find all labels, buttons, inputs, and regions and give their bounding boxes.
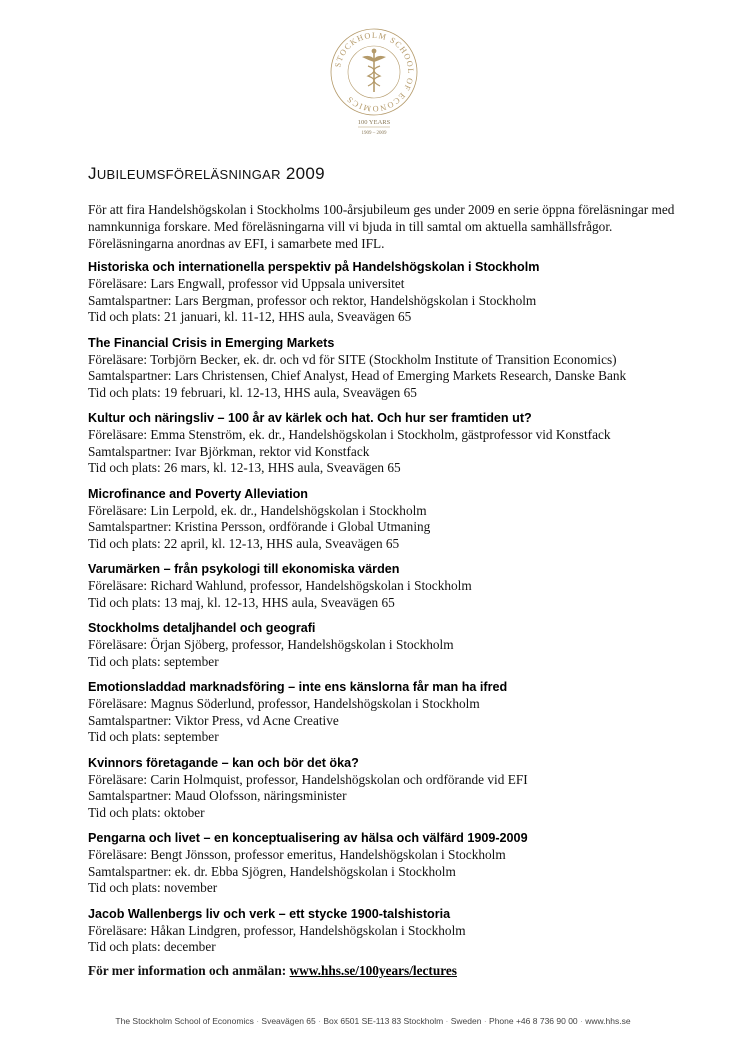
lecture-title: Historiska och internationella perspektiv på Handelshögskolan i Stockholm	[88, 260, 540, 274]
lecture-title: Kultur och näringsliv – 100 år av kärlek och hat. Och hur ser framtiden ut?	[88, 411, 532, 425]
footer-separator: ·	[577, 1016, 586, 1026]
footer-item[interactable]: www.hhs.se	[585, 1016, 631, 1026]
lecture-detail: Föreläsare: Lin Lerpold, ek. dr., Handelshögskolan i Stockholm	[88, 502, 427, 518]
svg-text:1909 – 2009: 1909 – 2009	[361, 131, 387, 136]
lecture-detail: Samtalspartner: Lars Bergman, professor och rektor, Handelshögskolan i Stockholm	[88, 292, 537, 308]
lecture-detail: Föreläsare: Magnus Söderlund, professor, Handelshögskolan i Stockholm	[88, 696, 480, 711]
svg-text:100 YEARS: 100 YEARS	[357, 119, 391, 126]
lecture-item	[88, 410, 728, 477]
lecture-detail: Tid och plats: december	[88, 939, 216, 954]
lecture-detail: Tid och plats: september	[88, 653, 219, 669]
footer-item: The Stockholm School of Economics	[115, 1016, 254, 1026]
lecture-detail: Föreläsare: Carin Holmquist, professor, Handelshögskolan och ordförande vid EFI	[88, 771, 528, 787]
page-footer	[0, 1016, 746, 1026]
footer-item: Sweden	[450, 1016, 482, 1026]
footer-separator: ·	[481, 1016, 490, 1026]
lecture-detail: Samtalspartner: Kristina Persson, ordförande i Global Utmaning	[88, 519, 431, 534]
footer-item: Box 6501 SE-113 83 Stockholm	[323, 1016, 444, 1026]
lecture-detail: Samtalspartner: Lars Christensen, Chief Analyst, Head of Emerging Markets Research, Danske Bank	[88, 368, 627, 383]
lecture-title: Kvinnors företagande – kan och bör det öka?	[88, 755, 359, 770]
footer-separator: ·	[443, 1016, 451, 1026]
lecture-detail: Föreläsare: Håkan Lindgren, professor, Handelshögskolan i Stockholm	[88, 922, 466, 938]
lecture-detail: Tid och plats: 21 januari, kl. 11-12, HHS aula, Sveavägen 65	[88, 309, 412, 324]
lecture-title: Microfinance and Poverty Alleviation	[88, 486, 308, 501]
lecture-item	[88, 335, 728, 402]
lecture-detail: Samtalspartner: ek. dr. Ebba Sjögren, Handelshögskolan i Stockholm	[88, 863, 456, 879]
lecture-detail: Tid och plats: 13 maj, kl. 12-13, HHS aula, Sveavägen 65	[88, 594, 395, 610]
lecture-detail: Samtalspartner: Ivar Björkman, rektor vid Konstfack	[88, 443, 370, 459]
lecture-title: Pengarna och livet – en konceptualisering av hälsa och välfärd 1909-2009	[88, 831, 528, 845]
lecture-title: The Financial Crisis in Emerging Markets	[88, 335, 335, 350]
lecture-item	[88, 486, 728, 553]
intro-text: För att fira Handelshögskolan i Stockholms 100-årsjubileum ges under 2009 en serie öppna föreläsningar med namnkunniga forskare. Med föreläsningarna vill vi bjuda in till samtal om aktuella samhällsfrågor. Föreläsningarna anordnas av EFI, i samarbete med IFL.	[88, 202, 675, 251]
lecture-detail: Samtalspartner: Maud Olofsson, näringsminister	[88, 788, 347, 803]
lecture-detail: Tid och plats: september	[88, 729, 219, 744]
lecture-detail: Föreläsare: Torbjörn Becker, ek. dr. och vd för SITE (Stockholm Institute of Transition Economics)	[88, 351, 617, 367]
lecture-title: Stockholms detaljhandel och geografi	[88, 621, 316, 635]
title-initial: J	[88, 164, 97, 183]
lecture-detail: Samtalspartner: Viktor Press, vd Acne Creative	[88, 712, 339, 728]
lecture-list	[88, 259, 728, 965]
lecture-detail: Föreläsare: Emma Stenström, ek. dr., Handelshögskolan i Stockholm, gästprofessor vid Konstfack	[88, 427, 611, 442]
lecture-title: Emotionsladdad marknadsföring – inte ens känslorna får man ha ifred	[88, 680, 508, 694]
intro-paragraph	[88, 201, 688, 252]
lecture-detail: Tid och plats: 26 mars, kl. 12-13, HHS aula, Sveavägen 65	[88, 460, 401, 475]
lecture-detail: Föreläsare: Bengt Jönsson, professor emeritus, Handelshögskolan i Stockholm	[88, 847, 506, 862]
school-logo	[326, 24, 422, 136]
lecture-item	[88, 906, 728, 956]
lecture-detail: Tid och plats: 22 april, kl. 12-13, HHS aula, Sveavägen 65	[88, 535, 400, 551]
footer-item: Sveavägen 65	[261, 1016, 316, 1026]
lecture-detail: Föreläsare: Richard Wahlund, professor, Handelshögskolan i Stockholm	[88, 578, 472, 593]
more-info-link[interactable]: www.hhs.se/100years/lectures	[289, 963, 457, 978]
lecture-detail: Tid och plats: november	[88, 880, 218, 895]
lecture-detail: Tid och plats: oktober	[88, 804, 205, 820]
lecture-item	[88, 679, 728, 746]
lecture-item	[88, 830, 728, 897]
lecture-title: Varumärken – från psykologi till ekonomiska värden	[88, 562, 400, 576]
lecture-title: Jacob Wallenbergs liv och verk – ett stycke 1900-talshistoria	[88, 906, 451, 921]
more-info	[88, 963, 457, 979]
lecture-item	[88, 620, 728, 670]
title-rest: UBILEUMSFÖRELÄSNINGAR	[96, 167, 281, 182]
more-info-label: För mer information och anmälan:	[88, 963, 287, 978]
svg-text:STOCKHOLM SCHOOL OF ECONOMICS: STOCKHOLM SCHOOL OF ECONOMICS	[333, 30, 416, 114]
lecture-item	[88, 755, 728, 822]
lecture-item	[88, 259, 728, 326]
footer-separator: ·	[315, 1016, 324, 1026]
footer-separator: ·	[253, 1016, 262, 1026]
page-title	[88, 164, 688, 184]
lecture-detail: Tid och plats: 19 februari, kl. 12-13, HHS aula, Sveavägen 65	[88, 384, 417, 400]
lecture-item	[88, 561, 728, 611]
lecture-detail: Föreläsare: Örjan Sjöberg, professor, Handelshögskolan i Stockholm	[88, 637, 454, 652]
lecture-detail: Föreläsare: Lars Engwall, professor vid Uppsala universitet	[88, 276, 405, 291]
seal-emblem	[326, 24, 422, 136]
footer-item: Phone +46 8 736 90 00	[489, 1016, 578, 1026]
title-year: 2009	[285, 164, 325, 183]
